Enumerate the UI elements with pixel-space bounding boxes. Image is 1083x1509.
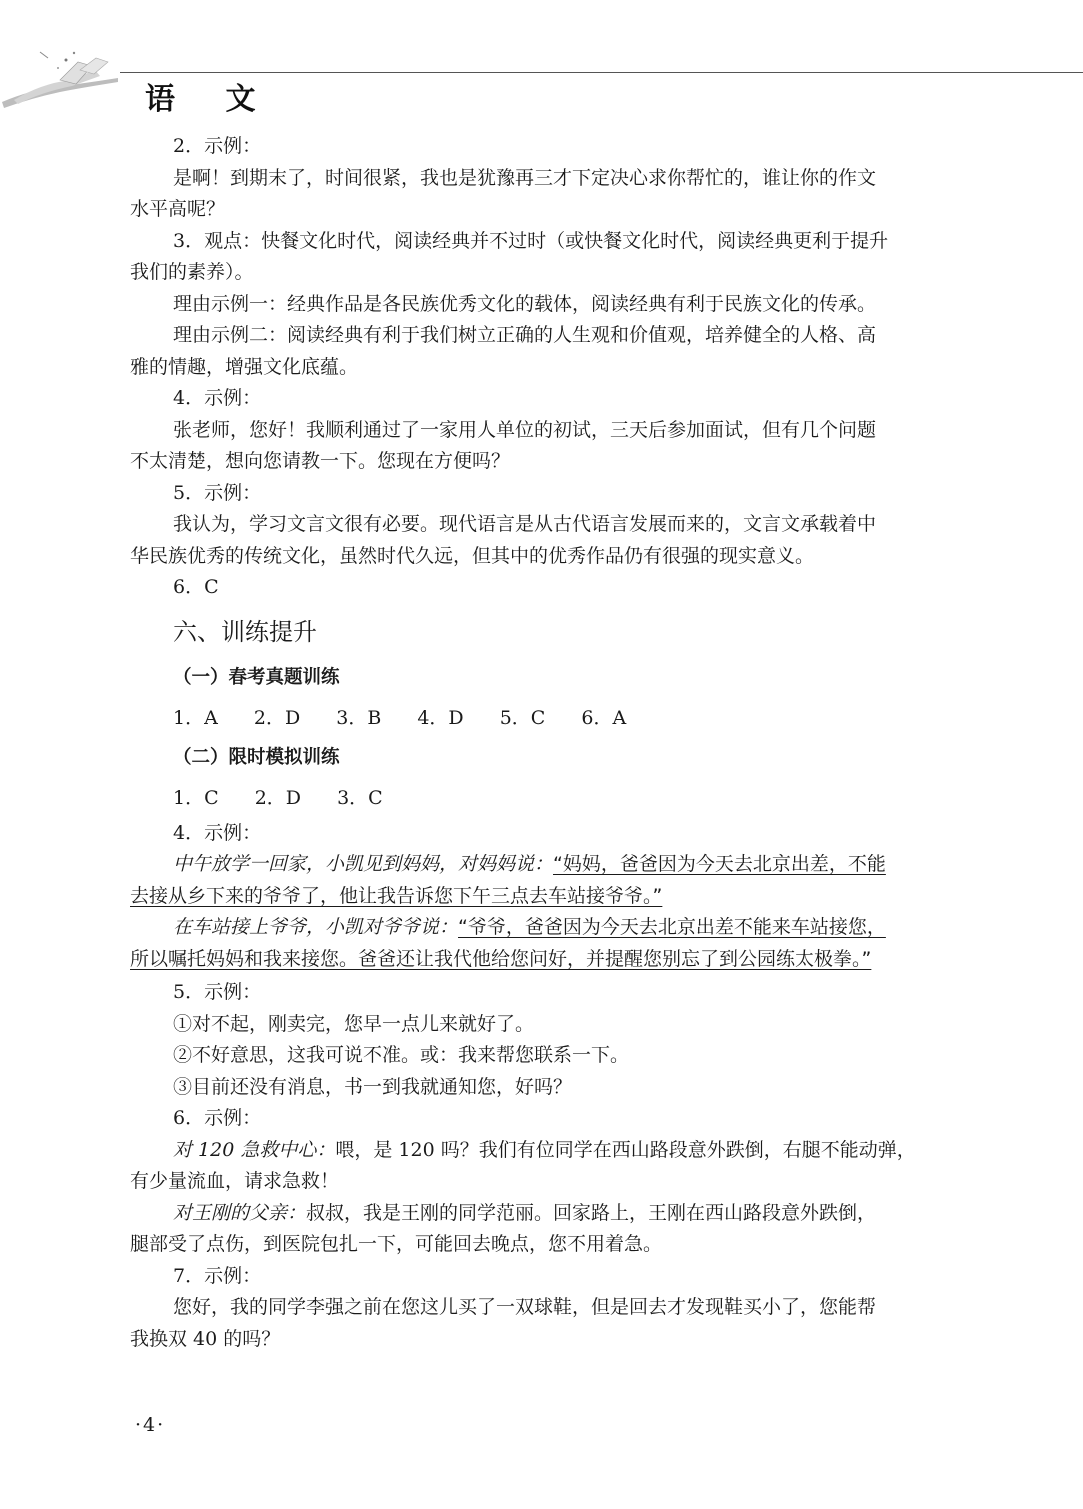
page-header (0, 40, 1083, 115)
subject-title: 语 文 (145, 82, 276, 117)
answer-choice: 5．C (499, 706, 546, 729)
q6-p2-text: 叔叔，我是王刚的同学范丽。回家路上，王刚在西山路段意外跌倒， (306, 1201, 877, 1224)
q7-answer-cont: 我换双 40 的吗？ (130, 1327, 281, 1350)
q4-p2-lead: 在车站接上爷爷，小凯对爷爷说： (173, 916, 459, 938)
item-3-reason-1: 理由示例一：经典作品是各民族优秀文化的载体，阅读经典有利于民族文化的传承。 (173, 292, 877, 315)
q7-label: 7．示例： (173, 1264, 262, 1287)
q5-label: 5．示例： (173, 981, 262, 1003)
q6-p2-lead: 对王刚的父亲： (173, 1201, 307, 1224)
q5-line-1: ①对不起，刚卖完，您早一点儿来就好了。 (173, 1012, 535, 1035)
item-3-reason-2-cont: 雅的情趣，增强文化底蕴。 (130, 355, 359, 378)
q6-paragraph-2-cont: 腿部受了点伤，到医院包扎一下，可能回去晚点，您不用着急。 (130, 1233, 663, 1255)
item-5-answer-cont: 华民族优秀的传统文化，虽然时代久远，但其中的优秀作品仍有很强的现实意义。 (130, 544, 815, 567)
answer-choice: 1．A (173, 706, 218, 729)
q4-paragraph-1-cont (130, 881, 952, 913)
answer-choice: 6．A (581, 706, 627, 729)
decorative-book-logo-icon (0, 40, 130, 115)
header-rule (120, 72, 1083, 73)
q6-paragraph-1-cont: 有少量流血，请求急救！ (130, 1170, 340, 1192)
answer-choice: 1．C (173, 786, 219, 809)
item-5-label: 5．示例： (173, 481, 262, 504)
item-3-viewpoint-cont: 我们的素养）。 (130, 261, 254, 283)
q4-p2-underlined-cont: 所以嘱托妈妈和我来接您。爸爸还让我代他给您问好，并提醒您别忘了到公园练太极拳。” (130, 947, 872, 970)
item-2-answer-cont: 水平高呢？ (130, 198, 226, 220)
item-2-answer: 是啊！到期末了，时间很紧，我也是犹豫再三才下定决心求你帮忙的，谁让你的作文 (173, 166, 877, 189)
page-number: ·4· (135, 1414, 166, 1436)
answer-choice: 2．D (253, 706, 301, 729)
q4-p1-underlined-cont: 去接从乡下来的爷爷了，他让我告诉您下午三点去车站接爷爷。” (130, 884, 663, 907)
answer-choice: 2．D (254, 786, 302, 809)
answer-choice: 4．D (417, 706, 464, 729)
q5-line-2: ②不好意思，这我可说不准。或：我来帮您联系一下。 (173, 1044, 630, 1066)
q6-paragraph-2 (130, 1198, 952, 1230)
q5-line-3: ③目前还没有消息，书一到我就通知您，好吗？ (173, 1075, 573, 1098)
item-3-viewpoint: 3．观点：快餐文化时代，阅读经典并不过时（或快餐文化时代，阅读经典更利于提升 (173, 229, 889, 252)
q4-paragraph-2-cont (130, 944, 952, 976)
q4-p1-lead: 中午放学一回家，小凯见到妈妈，对妈妈说： (173, 853, 554, 875)
item-4-label: 4．示例： (173, 387, 262, 409)
q7-answer: 您好，我的同学李强之前在您这儿买了一双球鞋，但是回去才发现鞋买小了，您能帮 (173, 1296, 877, 1318)
q4-paragraph-2 (130, 912, 952, 944)
answer-choice: 3．B (336, 706, 382, 729)
item-4-answer-cont: 不太清楚，想向您请教一下。您现在方便吗？ (130, 450, 511, 472)
q4-p1-underlined: “妈妈，爸爸因为今天去北京出差，不能 (553, 853, 886, 875)
item-6-answer: 6．C (173, 576, 219, 598)
item-2-label: 2．示例： (173, 135, 262, 157)
q4-paragraph-1 (130, 849, 952, 881)
q6-p1-text: 喂，是 120 吗？我们有位同学在西山路段意外跌倒，右腿不能动弹， (335, 1138, 916, 1161)
subsection-1-heading: （一）春考真题训练 (173, 666, 340, 688)
section-heading: 六、训练提升 (173, 617, 317, 646)
q6-label: 6．示例： (173, 1107, 262, 1129)
answer-content (130, 131, 952, 1355)
item-3-reason-2: 理由示例二：阅读经典有利于我们树立正确的人生观和价值观，培养健全的人格、高 (173, 324, 877, 346)
q4-label: 4．示例： (173, 821, 262, 844)
subsection-2-heading: （二）限时模拟训练 (173, 746, 340, 768)
item-4-answer: 张老师，您好！我顺利通过了一家用人单位的初试，三天后参加面试，但有几个问题 (173, 418, 877, 441)
q6-paragraph-1 (130, 1135, 952, 1167)
q6-p1-lead: 对 120 急救中心： (173, 1138, 336, 1161)
q4-p2-underlined: “爷爷，爸爸因为今天去北京出差不能来车站接您， (458, 916, 886, 938)
item-5-answer: 我认为，学习文言文很有必要。现代语言是从古代语言发展而来的，文言文承载着中 (173, 513, 877, 535)
answer-choice: 3．C (337, 786, 383, 809)
subsection-2-answers (130, 778, 952, 818)
subsection-1-answers (130, 698, 952, 738)
